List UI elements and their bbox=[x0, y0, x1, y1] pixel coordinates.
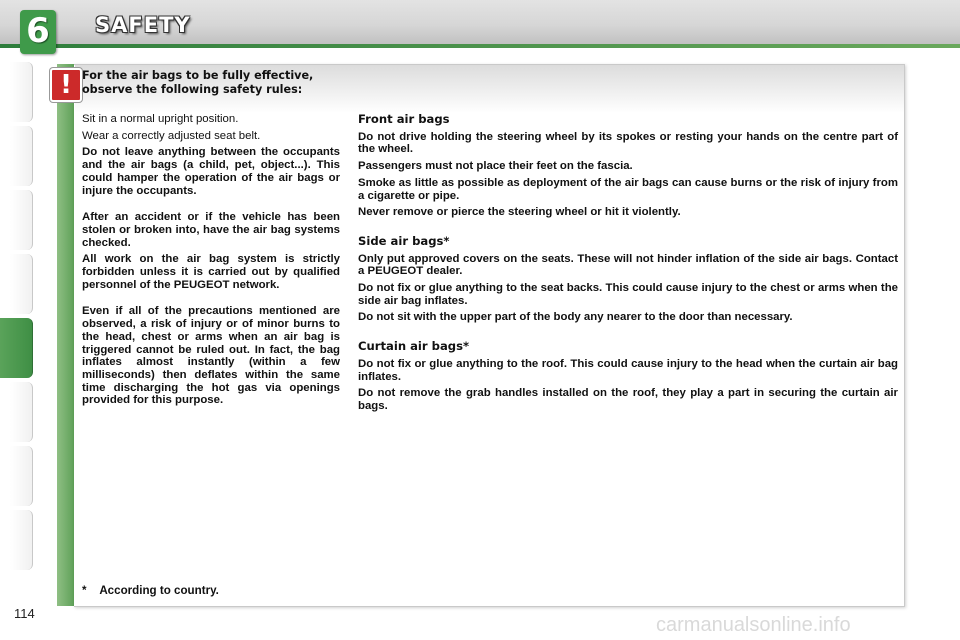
side-rule-3: Do not sit with the upper part of the body any nearer to the door than necessary. bbox=[358, 311, 793, 324]
side-tab-3[interactable] bbox=[10, 190, 33, 250]
chapter-title: SAFETY bbox=[95, 13, 191, 37]
watermark: carmanualsonline.info bbox=[656, 614, 851, 636]
front-rule-4: Never remove or pierce the steering wheel or hit it violently. bbox=[358, 206, 681, 219]
footnote bbox=[82, 584, 219, 597]
right-column bbox=[358, 113, 898, 417]
panel-heading: For the air bags to be fully effective, observe the following safety rules: bbox=[82, 69, 314, 96]
panel-left-bar bbox=[57, 64, 75, 606]
curtain-rule-2: Do not remove the grab handles installed on the roof, they play a part in securing the curtain air bags. bbox=[358, 387, 898, 412]
rule-sit-upright: Sit in a normal upright position. bbox=[82, 113, 239, 125]
side-airbags-title: Side air bags* bbox=[358, 233, 450, 248]
side-tab-active[interactable] bbox=[0, 318, 33, 378]
header-stripe bbox=[0, 44, 960, 48]
warning-icon: ! bbox=[50, 68, 82, 102]
left-column bbox=[82, 113, 340, 411]
rule-nothing-between: Do not leave anything between the occupants and the air bags (a child, pet, object...). This could hamper the operation of the air bags or injure the occupants. bbox=[82, 146, 340, 197]
side-tabs bbox=[0, 62, 34, 574]
side-tab-2[interactable] bbox=[10, 126, 33, 186]
rule-residual-risk: Even if all of the precautions mentioned are observed, a risk of injury or of minor burns to the head, chest or arms when an air bag is triggered cannot be ruled out. In fact, the bag inflates almost instantly (within a few milliseconds) then deflates within the same time discharging the hot gas via openings provided for this purpose. bbox=[82, 305, 340, 407]
front-rule-2: Passengers must not place their feet on the fascia. bbox=[358, 160, 633, 173]
footnote-star: * bbox=[82, 584, 87, 597]
footnote-text: According to country. bbox=[99, 584, 219, 597]
side-rule-1: Only put approved covers on the seats. These will not hinder inflation of the side air bags. Contact a PEUGEOT dealer. bbox=[358, 252, 898, 278]
chapter-number: 6 bbox=[26, 11, 50, 51]
side-tab-7[interactable] bbox=[10, 446, 33, 506]
page-number: 114 bbox=[14, 606, 35, 621]
side-tab-4[interactable] bbox=[10, 254, 33, 314]
front-airbags-title: Front air bags bbox=[358, 112, 450, 126]
chapter-badge bbox=[20, 10, 56, 54]
side-tab-1[interactable] bbox=[10, 62, 33, 122]
front-rule-3: Smoke as little as possible as deployment of the air bags can cause burns or the risk of injury from a cigarette or pipe. bbox=[358, 176, 898, 202]
rule-after-accident: After an accident or if the vehicle has been stolen or broken into, have the air bag systems checked. bbox=[82, 211, 340, 249]
curtain-airbags-title: Curtain air bags* bbox=[358, 339, 470, 354]
side-tab-6[interactable] bbox=[10, 382, 33, 442]
rule-work-forbidden: All work on the air bag system is strictly forbidden unless it is carried out by qualified personnel of the PEUGEOT network. bbox=[82, 253, 340, 291]
front-rule-1: Do not drive holding the steering wheel by its spokes or resting your hands on the centre part of the wheel. bbox=[358, 130, 898, 156]
curtain-rule-1: Do not fix or glue anything to the roof. This could cause injury to the head when the curtain air bag inflates. bbox=[358, 357, 898, 383]
side-rule-2: Do not fix or glue anything to the seat backs. This could cause injury to the chest or arms when the side air bag inflates. bbox=[358, 282, 898, 307]
rule-seat-belt: Wear a correctly adjusted seat belt. bbox=[82, 129, 261, 142]
side-tab-8[interactable] bbox=[10, 510, 33, 570]
